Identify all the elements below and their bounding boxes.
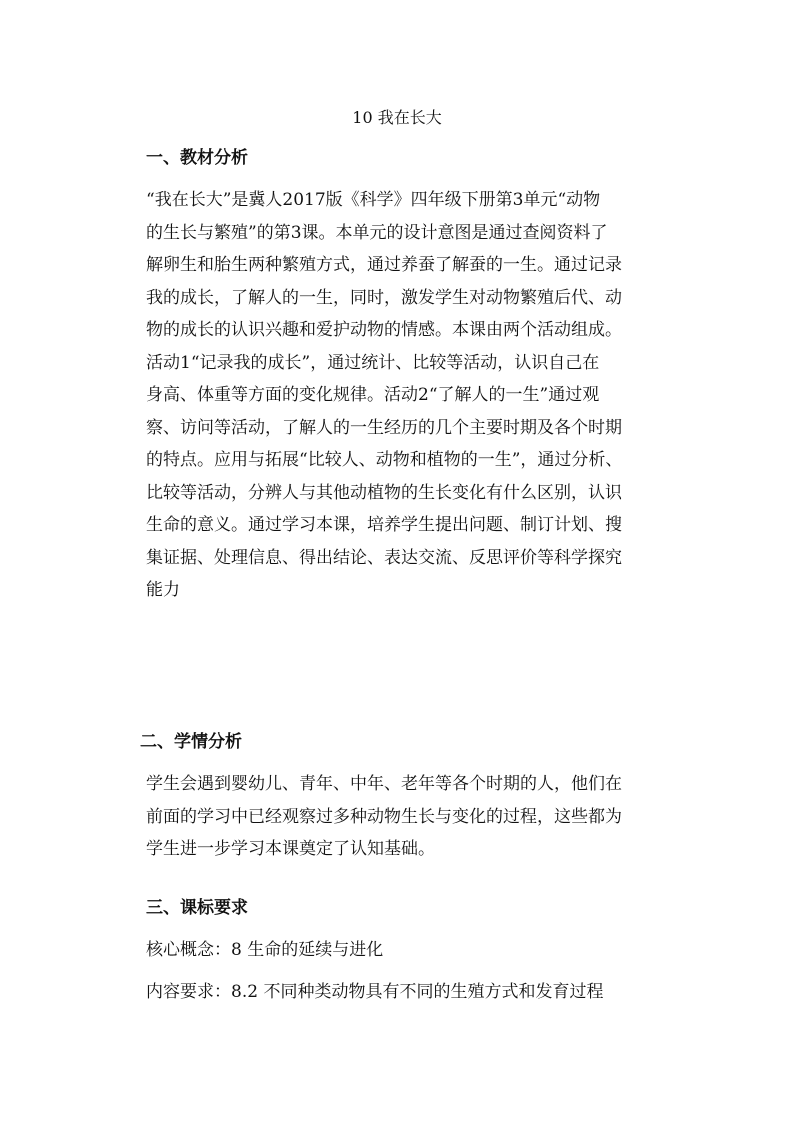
document-title: 10 我在长大 [352,108,442,127]
paragraph-line: 学生会遇到婴幼儿、青年、中年、老年等各个时期的人，他们在 [146,774,622,794]
paragraph-line: 能力 [146,580,180,600]
core-concept-line: 核心概念：8 生命的延续与进化 [146,940,384,960]
paragraph-line: 的特点。应用与拓展“比较人、动物和植物的一生”，通过分析、 [146,450,623,470]
content-requirement-line: 内容要求：8.2 不同种类动物具有不同的生殖方式和发育过程 [146,982,604,1002]
paragraph-line: 前面的学习中已经观察过多种动物生长与变化的过程，这些都为 [146,806,622,827]
section-heading-textbook-analysis: 一、教材分析 [146,148,248,168]
paragraph-line: 察、访问等活动，了解人的一生经历的几个主要时期及各个时期 [146,417,622,438]
paragraph-line: 学生进一步学习本课奠定了认知基础。 [146,839,435,859]
section-heading-curriculum-requirements: 三、课标要求 [146,898,248,918]
paragraph-line: 生命的意义。通过学习本课，培养学生提出问题、制订计划、搜 [146,515,622,535]
paragraph-line: 的生长与繁殖”的第3课。本单元的设计意图是通过查阅资料了 [146,222,608,243]
section-heading-student-analysis: 二、学情分析 [140,732,242,752]
paragraph-line: 集证据、处理信息、得出结论、表达交流、反思评价等科学探究 [146,547,622,568]
section-body-textbook-analysis [146,184,686,607]
paragraph-line: 比较等活动，分辨人与其他动植物的生长变化有什么区别，认识 [146,482,622,503]
paragraph-line: “我在长大”是冀人2017版《科学》四年级下册第3单元“动物 [146,190,601,210]
paragraph-line: 解卵生和胎生两种繁殖方式，通过养蚕了解蚕的一生。通过记录 [146,255,622,275]
paragraph-line: 我的成长，了解人的一生，同时，激发学生对动物繁殖后代、动 [146,287,622,308]
section-body-student-analysis [146,768,686,866]
paragraph-line: 身高、体重等方面的变化规律。活动2“了解人的一生”通过观 [146,385,600,405]
paragraph-line: 活动1“记录我的成长”，通过统计、比较等活动，认识自己在 [146,352,600,373]
paragraph-line: 物的成长的认识兴趣和爱护动物的情感。本课由两个活动组成。 [146,320,622,340]
